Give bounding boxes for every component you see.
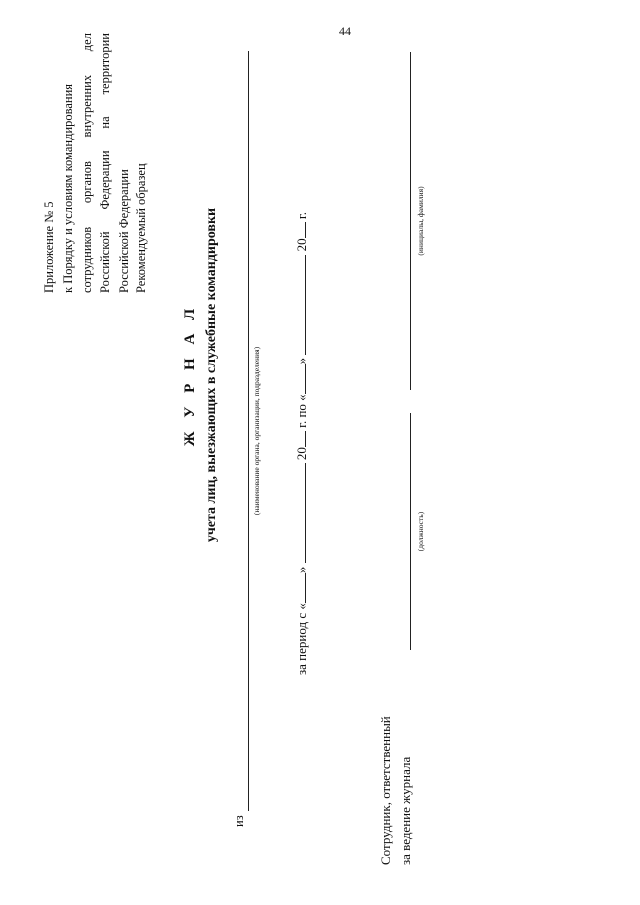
period-line: за период с «» 20 г. по «» 20 г. [294, 211, 309, 675]
annex-block [40, 33, 134, 293]
period-from-label: за период с « [294, 603, 309, 675]
month-to-blank[interactable] [292, 255, 306, 355]
annex-title: Приложение № 5 [42, 201, 56, 293]
name-caption: (инициалы, фамилия) [416, 186, 425, 256]
month-from-blank[interactable] [292, 463, 306, 563]
organization-fill-line[interactable] [248, 51, 249, 811]
annex-line-justified: Российской Федерации на территории [98, 33, 113, 293]
day-from-blank[interactable] [292, 573, 306, 603]
recommended-sample-label: Рекомендуемый образец [134, 163, 148, 293]
annex-line: к Порядку и условиям командирования [60, 83, 75, 293]
page-number: 44 [339, 24, 351, 38]
from-label: из [232, 815, 246, 827]
journal-title: Ж У Р Н А Л [182, 303, 198, 447]
annex-line: Российской Федерации [117, 169, 131, 293]
annex-line-justified: сотрудников органов внутренних дел [79, 33, 94, 293]
journal-subtitle: учета лиц, выезжающих в служебные командировки [204, 207, 219, 543]
responsible-label-continued: за ведение журнала [398, 756, 413, 865]
day-to-blank[interactable] [292, 364, 306, 394]
responsible-label: Сотрудник, ответственный [378, 716, 393, 865]
position-caption: (должность) [416, 511, 425, 552]
year-to-blank[interactable] [292, 222, 306, 238]
year-from-blank[interactable] [292, 431, 306, 447]
position-fill-line[interactable] [410, 413, 411, 650]
organization-caption: (наименование органа, организации, подразделения) [252, 346, 261, 516]
name-fill-line[interactable] [410, 52, 411, 390]
period-to-label: г. по « [294, 394, 309, 428]
